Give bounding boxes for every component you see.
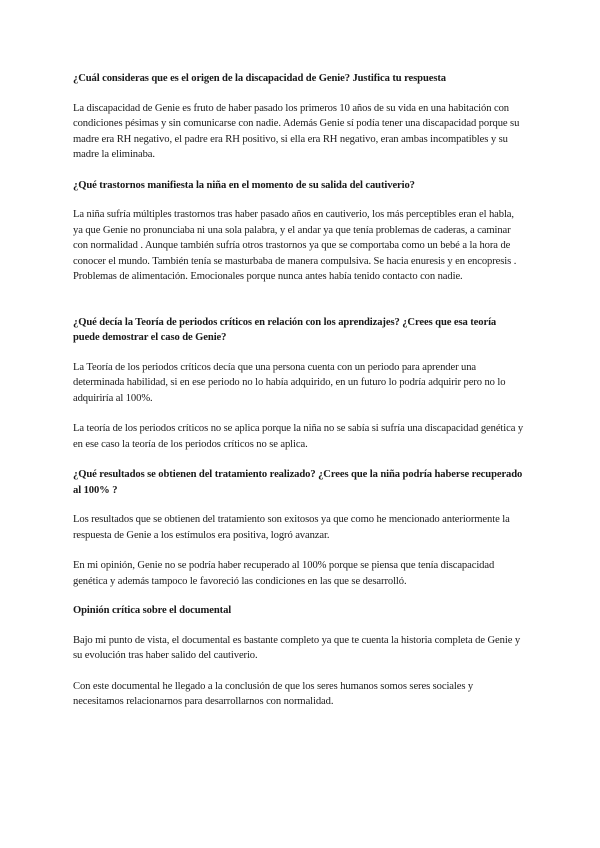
opinion-paragraph-2: Con este documental he llegado a la conclusión de que los seres humanos somos seres sociales y necesitamos relacionarnos para desarrollarnos con normalidad. bbox=[73, 680, 474, 707]
document-page bbox=[73, 71, 525, 710]
answer-3-paragraph-2: La teoría de los periodos críticos no se aplica porque la niña no se sabía si sufría una discapacidad genética y en ese caso la teoría de los periodos críticos no se aplica. bbox=[73, 423, 524, 450]
question-2-heading: ¿Qué trastornos manifiesta la niña en el momento de su salida del cautiverio? bbox=[73, 179, 415, 191]
answer-3-paragraph-1: La Teoría de los periodos críticos decía que una persona cuenta con un periodo para aprender una determinada habilidad, si en ese periodo no lo había adquirido, en un futuro lo podría adquirir pero no lo adquiriría al 100%. bbox=[73, 361, 506, 404]
opinion-paragraph-1: Bajo mi punto de vista, el documental es bastante completo ya que te cuenta la historia completa de Genie y su evolución tras haber salido del cautiverio. bbox=[73, 634, 521, 661]
question-1-heading: ¿Cuál consideras que es el origen de la discapacidad de Genie? Justifica tu respuesta bbox=[73, 73, 446, 84]
question-4-heading: ¿Qué resultados se obtienen del tratamiento realizado? ¿Crees que la niña podría haberse recuperado al 100% ? bbox=[73, 469, 523, 496]
answer-4-paragraph-1: Los resultados que se obtienen del tratamiento son exitosos ya que como he mencionado anteriormente la respuesta de Genie a los estímulos era positiva, logró avanzar. bbox=[73, 514, 510, 541]
critical-opinion-heading: Opinión crítica sobre el documental bbox=[73, 605, 232, 616]
question-3-heading: ¿Qué decía la Teoría de periodos críticos en relación con los aprendizajes? ¿Crees que esa teoría puede demostrar el caso de Genie? bbox=[73, 316, 497, 343]
answer-4-paragraph-2: En mi opinión, Genie no se podría haber recuperado al 100% porque se piensa que tenía discapacidad genética y además tampoco le favoreció las condiciones en las que se desarrolló. bbox=[73, 560, 495, 587]
answer-2-paragraph-1: La niña sufría múltiples trastornos tras haber pasado años en cautiverio, los más perceptibles eran el habla, ya que Genie no pronunciaba ni una sola palabra, y el andar ya que tenía problemas de caderas, a caminar con normalidad . Aunque también sufría otros trastornos ya que se comportaba como un bebé a la hora de conocer el mundo. También tenía se masturbaba de manera compulsiva. Se hacia enuresis y en encopresis . Problemas de alimentación. Emocionales porque nunca antes había tenido contacto con nadie. bbox=[73, 209, 517, 282]
answer-1-paragraph-1: La discapacidad de Genie es fruto de haber pasado los primeros 10 años de su vida en una habitación con condiciones pésimas y sin comunicarse con nadie. Además Genie sí podía tener una discapacidad porque su madre era RH negativo, el padre era RH positivo, si ella era RH negativo, eran ambas incompatibles y su madre la eliminaba. bbox=[73, 102, 520, 160]
